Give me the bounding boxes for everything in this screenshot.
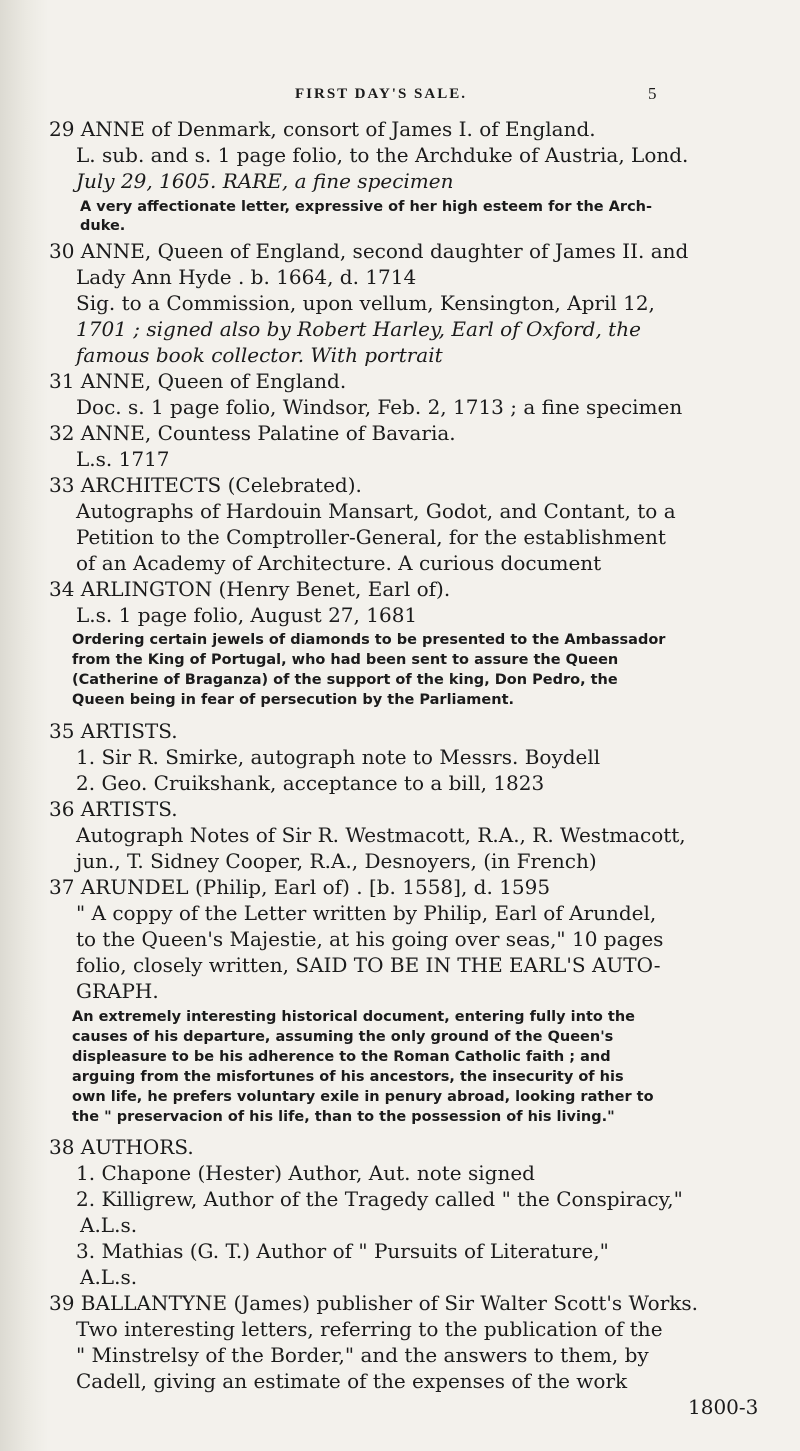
entry-heading: 38 AUTHORS. bbox=[49, 1135, 194, 1159]
entry-line: Doc. s. 1 page folio, Windsor, Feb. 2, 1713 ; a fine specimen bbox=[76, 395, 683, 419]
entry-note: own life, he prefers voluntary exile in penury abroad, looking rather to bbox=[72, 1089, 654, 1105]
entry-line: L.s. 1 page folio, August 27, 1681 bbox=[76, 603, 418, 627]
entry-line: 2. Killigrew, Author of the Tragedy called " the Conspiracy," bbox=[76, 1187, 683, 1211]
entry-line: famous book collector. With portrait bbox=[76, 343, 443, 367]
entry-heading: 29 ANNE of Denmark, consort of James I. of England. bbox=[49, 117, 596, 141]
entry-line: Petition to the Comptroller-General, for the establishment bbox=[76, 525, 666, 549]
page-number: 5 bbox=[648, 84, 657, 103]
entry-note: causes of his departure, assuming the only ground of the Queen's bbox=[72, 1029, 614, 1045]
entry-line: to the Queen's Majestie, at his going over seas," 10 pages bbox=[76, 927, 664, 951]
entry-line: Two interesting letters, referring to the publication of the bbox=[76, 1317, 663, 1341]
entry-heading: 31 ANNE, Queen of England. bbox=[49, 369, 347, 393]
entry-line: folio, closely written, SAID TO BE IN THE EARL'S AUTO- bbox=[76, 953, 661, 977]
entry-line: GRAPH. bbox=[76, 979, 159, 1003]
entry-note: from the King of Portugal, who had been sent to assure the Queen bbox=[72, 652, 619, 668]
entry-line: " A coppy of the Letter written by Philip, Earl of Arundel, bbox=[76, 901, 657, 925]
entry-heading: 35 ARTISTS. bbox=[49, 719, 178, 743]
entry-line: Sig. to a Commission, upon vellum, Kensington, April 12, bbox=[76, 291, 655, 315]
running-head: FIRST DAY'S SALE. bbox=[295, 86, 467, 102]
entry-line: A.L.s. bbox=[80, 1265, 138, 1289]
entry-note: duke. bbox=[80, 218, 126, 234]
entry-line: 1. Chapone (Hester) Author, Aut. note signed bbox=[76, 1161, 535, 1185]
entry-heading: 34 ARLINGTON (Henry Benet, Earl of). bbox=[49, 577, 451, 601]
entry-heading: 36 ARTISTS. bbox=[49, 797, 178, 821]
entry-note: Queen being in fear of persecution by the Parliament. bbox=[72, 692, 515, 708]
entry-line: 1. Sir R. Smirke, autograph note to Messrs. Boydell bbox=[76, 745, 601, 769]
entry-line: " Minstrelsy of the Border," and the answers to them, by bbox=[76, 1343, 649, 1367]
entry-heading: 39 BALLANTYNE (James) publisher of Sir Walter Scott's Works. bbox=[49, 1291, 699, 1315]
entry-note: displeasure to be his adherence to the Roman Catholic faith ; and bbox=[72, 1049, 611, 1065]
entry-heading: 32 ANNE, Countess Palatine of Bavaria. bbox=[49, 421, 456, 445]
entry-line: July 29, 1605. RARE, a fine specimen bbox=[76, 169, 454, 193]
entry-note: A very affectionate letter, expressive of her high esteem for the Arch- bbox=[80, 199, 652, 215]
entry-line: A.L.s. bbox=[80, 1213, 138, 1237]
entry-note: the " preservacion of his life, than to the possession of his living." bbox=[72, 1109, 615, 1125]
entry-line: Autographs of Hardouin Mansart, Godot, and Contant, to a bbox=[76, 499, 676, 523]
entry-line: jun., T. Sidney Cooper, R.A., Desnoyers, (in French) bbox=[76, 849, 597, 873]
entry-line: L.s. 1717 bbox=[76, 447, 170, 471]
page-shadow bbox=[0, 0, 48, 1451]
entry-heading: 37 ARUNDEL (Philip, Earl of) . [b. 1558], d. 1595 bbox=[49, 875, 551, 899]
entry-line: 1701 ; signed also by Robert Harley, Earl of Oxford, the bbox=[76, 317, 641, 341]
entry-line: Autograph Notes of Sir R. Westmacott, R.A., R. Westmacott, bbox=[76, 823, 686, 847]
entry-note: An extremely interesting historical document, entering fully into the bbox=[72, 1009, 635, 1025]
page-header bbox=[0, 86, 800, 110]
entry-line: of an Academy of Architecture. A curious document bbox=[76, 551, 602, 575]
entry-line: 2. Geo. Cruikshank, acceptance to a bill, 1823 bbox=[76, 771, 545, 795]
entry-line: Cadell, giving an estimate of the expenses of the work bbox=[76, 1369, 628, 1393]
entry-note: Ordering certain jewels of diamonds to be presented to the Ambassador bbox=[72, 632, 666, 648]
entry-note: arguing from the misfortunes of his ancestors, the insecurity of his bbox=[72, 1069, 624, 1085]
entry-note: (Catherine of Braganza) of the support of the king, Don Pedro, the bbox=[72, 672, 618, 688]
entry-line: Lady Ann Hyde . b. 1664, d. 1714 bbox=[76, 265, 417, 289]
entry-line: L. sub. and s. 1 page folio, to the Archduke of Austria, Lond. bbox=[76, 143, 689, 167]
entry-heading: 33 ARCHITECTS (Celebrated). bbox=[49, 473, 362, 497]
entry-line: 3. Mathias (G. T.) Author of " Pursuits of Literature," bbox=[76, 1239, 609, 1263]
entry-date: 1800-3 bbox=[688, 1395, 759, 1419]
entry-heading: 30 ANNE, Queen of England, second daughter of James II. and bbox=[49, 239, 689, 263]
